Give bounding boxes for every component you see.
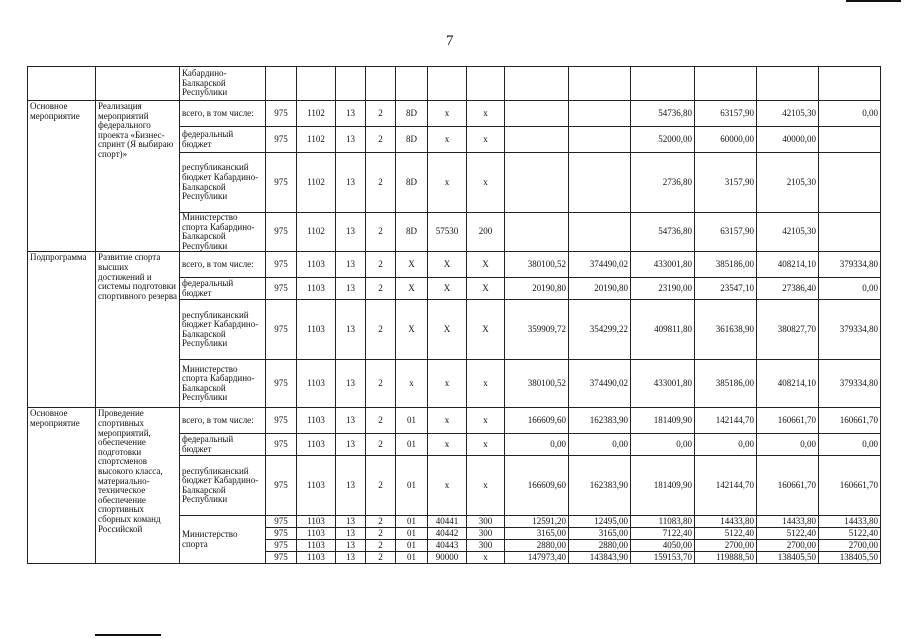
cell-vr: 300 bbox=[467, 528, 505, 540]
cell-y4 bbox=[695, 67, 757, 101]
cell-rz_pr: 1103 bbox=[297, 540, 336, 552]
cell-y2 bbox=[569, 127, 631, 153]
cell-y5: 5122,40 bbox=[757, 528, 819, 540]
cell-y4: 385186,00 bbox=[695, 252, 757, 278]
cell-cs3: 8D bbox=[396, 213, 428, 252]
cell-y2 bbox=[569, 213, 631, 252]
cell-vr: X bbox=[467, 252, 505, 278]
cell-grbs: 975 bbox=[266, 516, 297, 528]
cell-grbs: 975 bbox=[266, 540, 297, 552]
cell-rz_pr: 1103 bbox=[297, 434, 336, 456]
cell-y3: 11083,80 bbox=[631, 516, 695, 528]
cell-rz_pr: 1103 bbox=[297, 516, 336, 528]
cell-cs3: 01 bbox=[396, 516, 428, 528]
cell-source: федеральный бюджет bbox=[180, 127, 266, 153]
cell-y2: 3165,00 bbox=[569, 528, 631, 540]
cell-y5: 160661,70 bbox=[757, 456, 819, 516]
cell-y2: 20190,80 bbox=[569, 278, 631, 300]
cell-y2: 143843,90 bbox=[569, 552, 631, 564]
cell-vr: x bbox=[467, 552, 505, 564]
cell-grbs: 975 bbox=[266, 434, 297, 456]
cell-cs4: x bbox=[428, 434, 467, 456]
cell-y1: 166609,60 bbox=[505, 408, 569, 434]
cell-y2: 12495,00 bbox=[569, 516, 631, 528]
cell-cs4: 40441 bbox=[428, 516, 467, 528]
cell-cs3: X bbox=[396, 300, 428, 360]
cell-cs1: 13 bbox=[336, 528, 366, 540]
cell-cs3: 01 bbox=[396, 552, 428, 564]
cell-cs3: 8D bbox=[396, 101, 428, 127]
cell-cs2: 2 bbox=[366, 408, 396, 434]
cell-cs3: 01 bbox=[396, 434, 428, 456]
cell-y2 bbox=[569, 67, 631, 101]
cell-cs2: 2 bbox=[366, 127, 396, 153]
cell-y6: 5122,40 bbox=[819, 528, 881, 540]
cell-cs2: 2 bbox=[366, 528, 396, 540]
cell-y2: 162383,90 bbox=[569, 408, 631, 434]
cell-grbs: 975 bbox=[266, 408, 297, 434]
cell-cs4: X bbox=[428, 252, 467, 278]
cell-vr: x bbox=[467, 153, 505, 213]
cell-rz_pr: 1102 bbox=[297, 101, 336, 127]
cell-y5: 408214,10 bbox=[757, 360, 819, 408]
cell-y1: 380100,52 bbox=[505, 252, 569, 278]
cell-y1: 166609,60 bbox=[505, 456, 569, 516]
cell-cs3: 8D bbox=[396, 127, 428, 153]
cell-cs4: X bbox=[428, 300, 467, 360]
cell-y5 bbox=[757, 67, 819, 101]
cell-cs1: 13 bbox=[336, 408, 366, 434]
cell-cs2 bbox=[366, 67, 396, 101]
cell-cs2: 2 bbox=[366, 516, 396, 528]
cell-y5: 0,00 bbox=[757, 434, 819, 456]
cell-rz_pr bbox=[297, 67, 336, 101]
cell-y4: 0,00 bbox=[695, 434, 757, 456]
cell-grbs: 975 bbox=[266, 101, 297, 127]
cell-y6 bbox=[819, 67, 881, 101]
cell-y3: 2736,80 bbox=[631, 153, 695, 213]
cell-name: Проведение спортивных мероприятий, обеспечение подготовки спортсменов высокого класса, материально-техническое обеспечение спортивных сборных команд Российской bbox=[96, 408, 180, 564]
cell-y1: 147973,40 bbox=[505, 552, 569, 564]
cell-y1 bbox=[505, 67, 569, 101]
cell-y1 bbox=[505, 101, 569, 127]
cell-y3: 54736,80 bbox=[631, 213, 695, 252]
cell-cs4: x bbox=[428, 127, 467, 153]
cell-y3 bbox=[631, 67, 695, 101]
cell-y1: 359909,72 bbox=[505, 300, 569, 360]
cell-cs2: 2 bbox=[366, 101, 396, 127]
cell-source: всего, в том числе: bbox=[180, 408, 266, 434]
cell-grbs: 975 bbox=[266, 153, 297, 213]
cell-y4: 14433,80 bbox=[695, 516, 757, 528]
cell-cs3: 01 bbox=[396, 540, 428, 552]
cell-y2: 374490,02 bbox=[569, 360, 631, 408]
cell-cs3: 01 bbox=[396, 456, 428, 516]
cell-y4: 385186,00 bbox=[695, 360, 757, 408]
cell-y4: 142144,70 bbox=[695, 456, 757, 516]
budget-table bbox=[27, 66, 881, 564]
page-number: 7 bbox=[446, 33, 454, 49]
cell-rz_pr: 1102 bbox=[297, 127, 336, 153]
cell-cs1: 13 bbox=[336, 540, 366, 552]
cell-cs3 bbox=[396, 67, 428, 101]
cell-cs1: 13 bbox=[336, 300, 366, 360]
cell-cs2: 2 bbox=[366, 540, 396, 552]
cell-cs4: X bbox=[428, 278, 467, 300]
cell-cs3: 8D bbox=[396, 153, 428, 213]
cell-y6: 2700,00 bbox=[819, 540, 881, 552]
cell-y6: 0,00 bbox=[819, 101, 881, 127]
cell-y6 bbox=[819, 153, 881, 213]
cell-y5: 138405,50 bbox=[757, 552, 819, 564]
cell-status: Основное мероприятие bbox=[28, 101, 96, 252]
cell-y6: 138405,50 bbox=[819, 552, 881, 564]
cell-y3: 159153,70 bbox=[631, 552, 695, 564]
cell-cs2: 2 bbox=[366, 360, 396, 408]
cell-y1: 3165,00 bbox=[505, 528, 569, 540]
cell-y2 bbox=[569, 101, 631, 127]
cell-cs3: X bbox=[396, 278, 428, 300]
cell-source: федеральный бюджет bbox=[180, 434, 266, 456]
cell-y2: 0,00 bbox=[569, 434, 631, 456]
cell-y3: 7122,40 bbox=[631, 528, 695, 540]
cell-cs4: x bbox=[428, 101, 467, 127]
table-row bbox=[28, 252, 881, 278]
cell-rz_pr: 1102 bbox=[297, 213, 336, 252]
cell-grbs: 975 bbox=[266, 552, 297, 564]
cell-cs1 bbox=[336, 67, 366, 101]
cell-grbs: 975 bbox=[266, 456, 297, 516]
cell-vr: x bbox=[467, 127, 505, 153]
cell-cs1: 13 bbox=[336, 213, 366, 252]
cell-vr: x bbox=[467, 360, 505, 408]
cell-cs1: 13 bbox=[336, 127, 366, 153]
cell-cs1: 13 bbox=[336, 153, 366, 213]
cell-cs3: 01 bbox=[396, 528, 428, 540]
cell-rz_pr: 1103 bbox=[297, 552, 336, 564]
cell-y5: 42105,30 bbox=[757, 101, 819, 127]
cell-rz_pr: 1103 bbox=[297, 528, 336, 540]
cell-y6: 14433,80 bbox=[819, 516, 881, 528]
cell-y6: 379334,80 bbox=[819, 360, 881, 408]
cell-rz_pr: 1103 bbox=[297, 278, 336, 300]
cell-cs1: 13 bbox=[336, 516, 366, 528]
table-row bbox=[28, 67, 881, 101]
cell-cs2: 2 bbox=[366, 252, 396, 278]
cell-cs4: x bbox=[428, 456, 467, 516]
cell-cs2: 2 bbox=[366, 153, 396, 213]
table-row bbox=[28, 408, 881, 434]
cell-cs1: 13 bbox=[336, 360, 366, 408]
cell-cs4: 57530 bbox=[428, 213, 467, 252]
cell-y1: 12591,20 bbox=[505, 516, 569, 528]
cell-y4: 361638,90 bbox=[695, 300, 757, 360]
cell-cs2: 2 bbox=[366, 300, 396, 360]
cell-y2: 162383,90 bbox=[569, 456, 631, 516]
cell-y6 bbox=[819, 127, 881, 153]
cell-y5: 27386,40 bbox=[757, 278, 819, 300]
cell-grbs: 975 bbox=[266, 278, 297, 300]
cell-cs1: 13 bbox=[336, 101, 366, 127]
cell-y3: 181409,90 bbox=[631, 408, 695, 434]
cell-y4: 63157,90 bbox=[695, 213, 757, 252]
cell-cs1: 13 bbox=[336, 456, 366, 516]
cell-y1: 20190,80 bbox=[505, 278, 569, 300]
table-row bbox=[28, 101, 881, 127]
cell-y5: 160661,70 bbox=[757, 408, 819, 434]
cell-cs2: 2 bbox=[366, 456, 396, 516]
cell-source: Министерство спорта Кабардино-Балкарской Республики bbox=[180, 360, 266, 408]
cell-y2: 354299,22 bbox=[569, 300, 631, 360]
cell-grbs: 975 bbox=[266, 252, 297, 278]
cell-cs2: 2 bbox=[366, 213, 396, 252]
cell-cs2: 2 bbox=[366, 278, 396, 300]
cell-y3: 54736,80 bbox=[631, 101, 695, 127]
cell-rz_pr: 1103 bbox=[297, 408, 336, 434]
cell-y1: 0,00 bbox=[505, 434, 569, 456]
cell-cs1: 13 bbox=[336, 552, 366, 564]
cell-cs3: X bbox=[396, 252, 428, 278]
cell-y3: 52000,00 bbox=[631, 127, 695, 153]
cell-source: Кабардино-Балкарской Республики bbox=[180, 67, 266, 101]
cell-y5: 40000,00 bbox=[757, 127, 819, 153]
cell-rz_pr: 1102 bbox=[297, 153, 336, 213]
cell-name bbox=[96, 67, 180, 101]
cell-vr: x bbox=[467, 434, 505, 456]
cell-rz_pr: 1103 bbox=[297, 360, 336, 408]
cell-cs2: 2 bbox=[366, 552, 396, 564]
cell-y2: 374490,02 bbox=[569, 252, 631, 278]
cell-y5: 14433,80 bbox=[757, 516, 819, 528]
cell-source: республиканский бюджет Кабардино-Балкарской Республики bbox=[180, 153, 266, 213]
cell-name: Развитие спорта высших достижений и системы подготовки спортивного резерва bbox=[96, 252, 180, 408]
cell-source: республиканский бюджет Кабардино-Балкарской Республики bbox=[180, 300, 266, 360]
cell-y1 bbox=[505, 153, 569, 213]
cell-cs4: 40442 bbox=[428, 528, 467, 540]
cell-vr: x bbox=[467, 408, 505, 434]
cell-source: Министерство спорта bbox=[180, 516, 266, 564]
cell-cs4: 90000 bbox=[428, 552, 467, 564]
cell-cs1: 13 bbox=[336, 278, 366, 300]
cell-rz_pr: 1103 bbox=[297, 300, 336, 360]
cell-y4: 142144,70 bbox=[695, 408, 757, 434]
cell-cs2: 2 bbox=[366, 434, 396, 456]
cell-rz_pr: 1103 bbox=[297, 456, 336, 516]
cell-grbs: 975 bbox=[266, 300, 297, 360]
cell-y6: 0,00 bbox=[819, 434, 881, 456]
cell-y4: 5122,40 bbox=[695, 528, 757, 540]
cell-y2 bbox=[569, 153, 631, 213]
cell-y3: 433001,80 bbox=[631, 252, 695, 278]
cell-cs1: 13 bbox=[336, 252, 366, 278]
cell-y3: 433001,80 bbox=[631, 360, 695, 408]
cell-y4: 60000,00 bbox=[695, 127, 757, 153]
cell-source: всего, в том числе: bbox=[180, 252, 266, 278]
cell-y6: 160661,70 bbox=[819, 408, 881, 434]
cell-y1: 2880,00 bbox=[505, 540, 569, 552]
cell-grbs bbox=[266, 67, 297, 101]
cell-vr: 300 bbox=[467, 516, 505, 528]
cell-y3: 409811,80 bbox=[631, 300, 695, 360]
cell-vr: x bbox=[467, 101, 505, 127]
cell-source: Министерство спорта Кабардино-Балкарской Республики bbox=[180, 213, 266, 252]
cell-source: всего, в том числе: bbox=[180, 101, 266, 127]
cell-y5: 380827,70 bbox=[757, 300, 819, 360]
cell-cs4 bbox=[428, 67, 467, 101]
cell-cs3: x bbox=[396, 360, 428, 408]
cell-vr: 300 bbox=[467, 540, 505, 552]
cell-y3: 181409,90 bbox=[631, 456, 695, 516]
cell-y5: 42105,30 bbox=[757, 213, 819, 252]
cell-grbs: 975 bbox=[266, 360, 297, 408]
cell-cs1: 13 bbox=[336, 434, 366, 456]
cell-source: федеральный бюджет bbox=[180, 278, 266, 300]
cell-grbs: 975 bbox=[266, 213, 297, 252]
cell-vr: 200 bbox=[467, 213, 505, 252]
cell-y1: 380100,52 bbox=[505, 360, 569, 408]
cell-y4: 3157,90 bbox=[695, 153, 757, 213]
cell-name: Реализация мероприятий федерального проекта «Бизнес-спринт (Я выбираю спорт)» bbox=[96, 101, 180, 252]
cell-cs4: x bbox=[428, 153, 467, 213]
cell-y4: 63157,90 bbox=[695, 101, 757, 127]
cell-cs4: x bbox=[428, 360, 467, 408]
cell-y6: 160661,70 bbox=[819, 456, 881, 516]
cell-cs3: 01 bbox=[396, 408, 428, 434]
footnote-rule bbox=[95, 634, 161, 636]
cell-vr: X bbox=[467, 300, 505, 360]
cell-cs4: x bbox=[428, 408, 467, 434]
cell-y1 bbox=[505, 127, 569, 153]
cell-status: Основное мероприятие bbox=[28, 408, 96, 564]
cell-y6: 0,00 bbox=[819, 278, 881, 300]
cell-y3: 4050,00 bbox=[631, 540, 695, 552]
cell-y6: 379334,80 bbox=[819, 300, 881, 360]
cell-rz_pr: 1103 bbox=[297, 252, 336, 278]
cell-vr bbox=[467, 67, 505, 101]
cell-grbs: 975 bbox=[266, 127, 297, 153]
cell-y3: 0,00 bbox=[631, 434, 695, 456]
cell-y4: 23547,10 bbox=[695, 278, 757, 300]
cell-y4: 2700,00 bbox=[695, 540, 757, 552]
cell-y1 bbox=[505, 213, 569, 252]
cell-y2: 2880,00 bbox=[569, 540, 631, 552]
cell-y5: 408214,10 bbox=[757, 252, 819, 278]
cell-vr: x bbox=[467, 456, 505, 516]
cell-y3: 23190,00 bbox=[631, 278, 695, 300]
cell-status: Подпрограмма bbox=[28, 252, 96, 408]
cell-source: республиканский бюджет Кабардино-Балкарской Республики bbox=[180, 456, 266, 516]
cell-y5: 2105,30 bbox=[757, 153, 819, 213]
cell-cs4: 40443 bbox=[428, 540, 467, 552]
cell-grbs: 975 bbox=[266, 528, 297, 540]
cell-y5: 2700,00 bbox=[757, 540, 819, 552]
cell-status bbox=[28, 67, 96, 101]
cell-y6: 379334,80 bbox=[819, 252, 881, 278]
cell-vr: X bbox=[467, 278, 505, 300]
top-edge-rule bbox=[846, 0, 901, 2]
cell-y6 bbox=[819, 213, 881, 252]
cell-y4: 119888,50 bbox=[695, 552, 757, 564]
